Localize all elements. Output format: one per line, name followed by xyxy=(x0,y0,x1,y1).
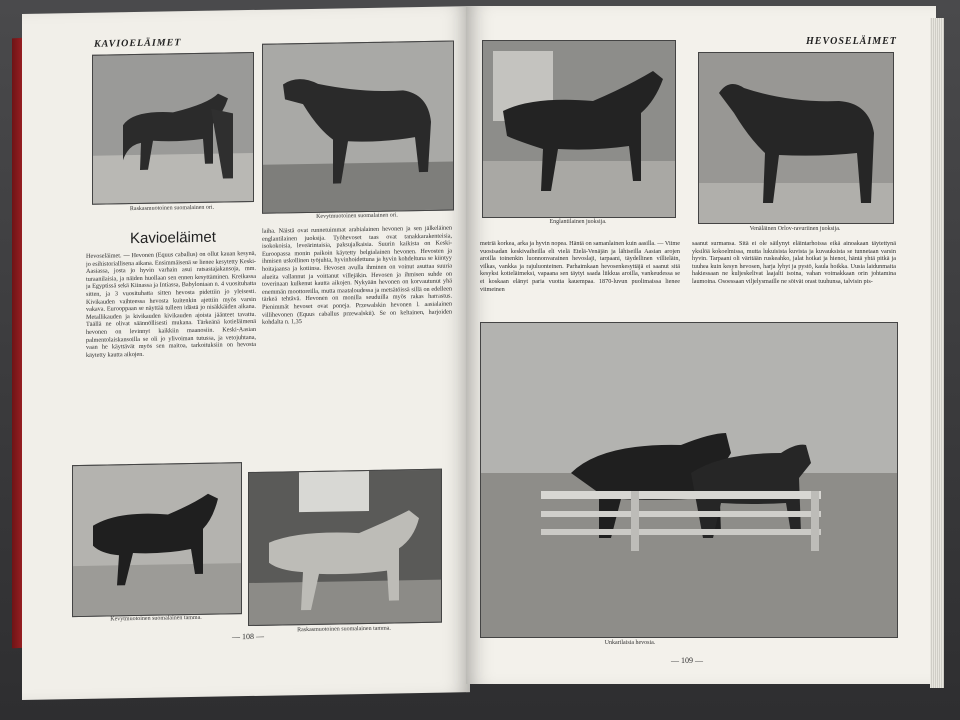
left-page-number: — 108 — xyxy=(232,631,264,642)
photo-light-stallion xyxy=(262,40,454,213)
text-column-2: laiha. Näistä ovat runnetuimmat arabialainen hevonen ja sen jälkeläinen englantilainen juoksija. Työhevoset taas ovat tanakkarakenteisia, isokokoisia, leveärintaisia, paksujalkaisia. Suurin kaikista on Keski-Euroopassa monin paikoin käytetty belgialainen hevonen. Hevosten ja ihmisen uskollinen työjuhta, hyvinhoidettuna ja hyvin kohdeltuna se kiintyy hoitajaansa ja kotiinsa. Hevosen avulla ihminen on voinut asuttaa suuria alueita vallannut ja voittanut villejäkin. Hevosen ja ihmisen suhde on toverinaan kulkenut kautta aikojen. Nykyään hevonen on korvautunut yhä enemmän moottoreilla, mutta maataloudessa ja metsätöissä sillä on edelleen tärkeä tehtävä. Hevonen on monilla seuduilla myös rakas harrastus. Pienimmät hevoset ovat poneja. Przewalskin hevonen l. aasialainen villihevonen (Equus caballus przewalskii). Se on keltainen, harjoiden kohdalta n. 1,35 xyxy=(262,224,452,326)
photo-english-thoroughbred xyxy=(482,40,676,218)
left-page xyxy=(22,6,470,700)
right-running-head: HEVOSELÄIMET xyxy=(806,36,897,47)
right-page-number: — 109 — xyxy=(671,656,703,665)
section-title: Kavioeläimet xyxy=(130,228,216,248)
photo-heavy-mare xyxy=(248,469,442,626)
text-column-1: Hevoseläimet. — Hevonen (Equus caballus) on ollut kauan kesynä, jo esihistoriallisena aikana. Ensimmäisenä se lienee kesytetty Keski-Aasiassa, josta jo hyvin varhain asui ratsastajakansoja, mm. turaanilaisia, ja näiden huollaan sen ennen kesyttäminen. Kreikassa ja Egyptissä sekä Kiinassa ja Intiassa, Babyloniaan n. 4 vuosituhatta sitten, ja 3 vuosituhatta sitten hevosta pidettiin jo yleisesti. Kivikauden vaihteessa hevosta kuitenkin ajettiin myös varsin vakava. Eurooppaan se näyttää tulleen idästä jo nisäkkäiden aikana. Metallikauden ja kivikauden kivikauden ajoista jäänteet tavattu. Täällä ne olivat säännöllisesti mukana. Tärkeänä kotieläimenä hevonen on levinnyt kaikkiin maanosiin. Keski-Aasian palmentolaiskansoilla se oli jo ylivoiman tutussa, ja vetojuhtana, vaan he käyttävät myös sen maitoa, tarkoituksiin on hevosta käytetty kautta aikojen. xyxy=(86,249,256,359)
page-stack-edge xyxy=(930,18,944,688)
caption-bottom-right: Raskasmuotoinen suomalainen tamma. xyxy=(297,625,391,634)
caption-right-top-left: Englantilainen juoksija. xyxy=(549,219,607,225)
right-text-column-2: saanut surmansa. Sitä ei ole säilynyt eläintarhoissa eikä ainoakaan täytettynä yksilöä kokoelmissa, mutta lukuisista kuvista ja kuvauksista se tunnetaan varsin hyvin. Tarpaani oli väritään ruskeahko, jalat hoikat ja hienot, häntä yhtä pitkä ja tuuhea kuin kesyn hevosen, harja lyhyt ja pystö, kaula hoikka. Uusia laidunmaita hakiessaan ne kuljeskelivat laajalti isoina, vahan voimakkaan orin johtamina laumoina. Osoessaan viljelysmaille ne söivät orast tuuhunsa, talvisin pis- xyxy=(692,240,896,285)
right-page xyxy=(466,6,936,684)
photo-hungarian-horses xyxy=(480,322,898,638)
caption-right-top-right: Venäläinen Orlov-ravuriinen juoksija. xyxy=(749,226,841,232)
caption-top-right: Kevytmuotoinen suomalainen ori. xyxy=(316,212,398,220)
photo-light-mare xyxy=(72,462,242,617)
photo-orlov-trotter xyxy=(698,52,894,224)
caption-top-left: Raskasmuotoinen suomalainen ori. xyxy=(129,204,215,213)
caption-bottom-left: Kevytmuotoinen suomalainen tamma. xyxy=(110,614,202,623)
caption-right-bottom: Unkarilaisia hevosia. xyxy=(604,640,656,646)
left-running-head: KAVIOELÄIMET xyxy=(94,37,182,50)
right-text-column-1: metriä korkea, arka ja hyvin nopea. Häntä on samanlainen kuin aasilla. — Viime vuosisadan keskivaiheilla eli vielä Etelä-Venäjän ja lähiseilla Aasian arojen aroilla toinenkin luonnonvarainen hevoslaji, tarpaani, täydellinen villieläin, vilkas, vankka ja rajuluonteinen. Parhaimkaan hevosenkesyttäjä ei saanut sitä kesyksi kotieläimeksi, vapaana sen täytyi saada liikkua aroilla, vankeudessa se ei koskaan elänyt paria vuotta kauempaa. 1870-luvun puolimaissa lienee viimeinen xyxy=(480,240,680,293)
photo-heavy-stallion xyxy=(92,52,254,205)
